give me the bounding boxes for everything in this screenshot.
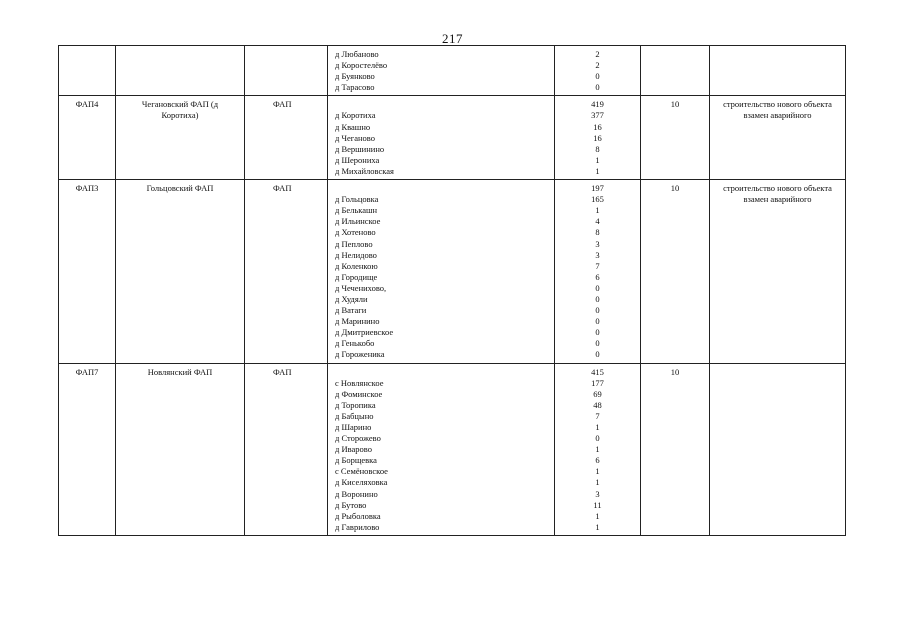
village-population: 48 (593, 399, 602, 410)
village-name: д Киселяховка (335, 477, 388, 488)
village-name: д Михайловская (335, 165, 394, 176)
facility-code-cell: ФАП3 (59, 180, 116, 364)
village-population: 1 (595, 165, 600, 176)
population-cell (555, 46, 641, 96)
capacity-cell: 10 (641, 180, 710, 364)
village-name: д Тарасово (335, 82, 375, 93)
villages-cell (328, 363, 555, 535)
village-name: д Нелидово (335, 249, 377, 260)
table-row (59, 363, 846, 535)
village-population: 16 (593, 132, 602, 143)
village-population: 1 (595, 521, 600, 532)
village-population: 16 (593, 121, 602, 132)
facility-name-cell: Чегановский ФАП (д Коротиха) (116, 96, 245, 180)
page-number: 217 (442, 31, 463, 46)
village-population: 11 (593, 499, 602, 510)
facility-type-cell (245, 46, 328, 96)
village-name: с Семёновское (335, 466, 388, 477)
village-name: д Гороженика (335, 349, 385, 360)
village-population: 0 (595, 433, 600, 444)
population-cell (555, 96, 641, 180)
note-cell (710, 363, 846, 535)
village-population: 1 (595, 466, 600, 477)
village-population: 0 (595, 316, 600, 327)
village-name: д Гаврилово (335, 521, 380, 532)
village-name: д Ильинское (335, 216, 381, 227)
facility-code-cell: ФАП4 (59, 96, 116, 180)
village-population: 0 (595, 282, 600, 293)
capacity-cell (641, 46, 710, 96)
village-population: 0 (595, 327, 600, 338)
note-cell: строительство нового объекта взамен аварийного (710, 96, 846, 180)
village-name: д Шарино (335, 422, 372, 432)
village-name: д Любаново (335, 49, 379, 59)
total-population: 415 (591, 366, 604, 377)
village-name: д Коростелёво (335, 60, 388, 71)
village-population: 177 (591, 377, 604, 388)
village-spacer (335, 99, 554, 110)
village-population: 4 (595, 216, 600, 227)
village-name: д Шерониха (335, 154, 380, 165)
village-name: д Ватаги (335, 305, 367, 316)
village-population: 0 (595, 293, 600, 304)
village-population: 0 (595, 349, 600, 360)
village-name: с Новлянское (335, 377, 384, 388)
facility-name-cell: Новлянский ФАП (116, 363, 245, 535)
village-name: д Коленкою (335, 260, 378, 271)
village-name: д Белькашн (335, 205, 378, 216)
village-population: 3 (595, 249, 600, 260)
village-name: д Городище (335, 271, 378, 282)
village-name: д Маринино (335, 316, 380, 327)
village-population: 8 (595, 143, 600, 154)
village-name: д Худяли (335, 293, 368, 304)
village-population: 3 (595, 488, 600, 499)
village-name: д Борщевка (335, 455, 377, 466)
village-spacer (335, 183, 554, 194)
table-row (59, 180, 846, 364)
village-name: д Буянково (335, 71, 375, 82)
village-name: д Торопика (335, 399, 376, 410)
total-population: 197 (591, 183, 604, 194)
village-population: 8 (595, 227, 600, 238)
village-population: 165 (591, 194, 604, 205)
population-cell (555, 363, 641, 535)
village-population: 1 (595, 510, 600, 521)
facility-type-cell: ФАП (245, 180, 328, 364)
village-population: 2 (595, 60, 600, 71)
village-population: 1 (595, 422, 600, 432)
villages-cell (328, 46, 555, 96)
village-name: д Генькобо (335, 338, 375, 349)
facility-name-cell: Гольцовский ФАП (116, 180, 245, 364)
village-name: д Бабцыно (335, 410, 374, 421)
table-body (59, 46, 846, 536)
village-name: д Иварово (335, 444, 372, 455)
village-population: 7 (595, 260, 600, 271)
village-name: д Воронино (335, 488, 378, 499)
village-population: 0 (595, 71, 600, 82)
capacity-cell: 10 (641, 96, 710, 180)
village-population: 1 (595, 205, 600, 216)
village-population: 6 (595, 271, 600, 282)
facility-code-cell (59, 46, 116, 96)
village-population: 1 (595, 444, 600, 455)
villages-cell (328, 96, 555, 180)
village-name: д Дмитриевское (335, 327, 394, 338)
village-name: д Пеплово (335, 238, 373, 249)
village-name: д Чеганово (335, 132, 376, 143)
table-row (59, 46, 846, 96)
village-spacer (335, 367, 554, 378)
note-cell: строительство нового объекта взамен аварийного (710, 180, 846, 364)
village-population: 69 (593, 388, 602, 399)
population-cell (555, 180, 641, 364)
villages-cell (328, 180, 555, 364)
village-population: 1 (595, 154, 600, 165)
village-population: 2 (595, 49, 600, 59)
village-name: д Фоминское (335, 388, 383, 399)
village-name: д Хотеново (335, 227, 376, 238)
facility-type-cell: ФАП (245, 96, 328, 180)
village-population: 1 (595, 477, 600, 488)
village-population: 0 (595, 305, 600, 316)
village-name: д Гольцовка (335, 194, 379, 205)
facility-code-cell: ФАП7 (59, 363, 116, 535)
village-population: 3 (595, 238, 600, 249)
village-name: д Бутово (335, 499, 367, 510)
table-row (59, 96, 846, 180)
village-population: 6 (595, 455, 600, 466)
village-name: д Коротиха (335, 110, 376, 121)
note-cell (710, 46, 846, 96)
village-name: д Рыболовка (335, 510, 381, 521)
village-population: 377 (591, 110, 604, 121)
village-name: д Чеченихово, (335, 282, 387, 293)
capacity-cell: 10 (641, 363, 710, 535)
village-population: 7 (595, 410, 600, 421)
village-name: д Квашно (335, 121, 371, 132)
village-population: 0 (595, 82, 600, 93)
facility-type-cell: ФАП (245, 363, 328, 535)
facility-name-cell (116, 46, 245, 96)
facilities-table (58, 45, 846, 536)
village-name: д Вершинино (335, 143, 385, 154)
village-name: д Сторожево (335, 433, 381, 444)
village-population: 0 (595, 338, 600, 349)
total-population: 419 (591, 99, 604, 110)
